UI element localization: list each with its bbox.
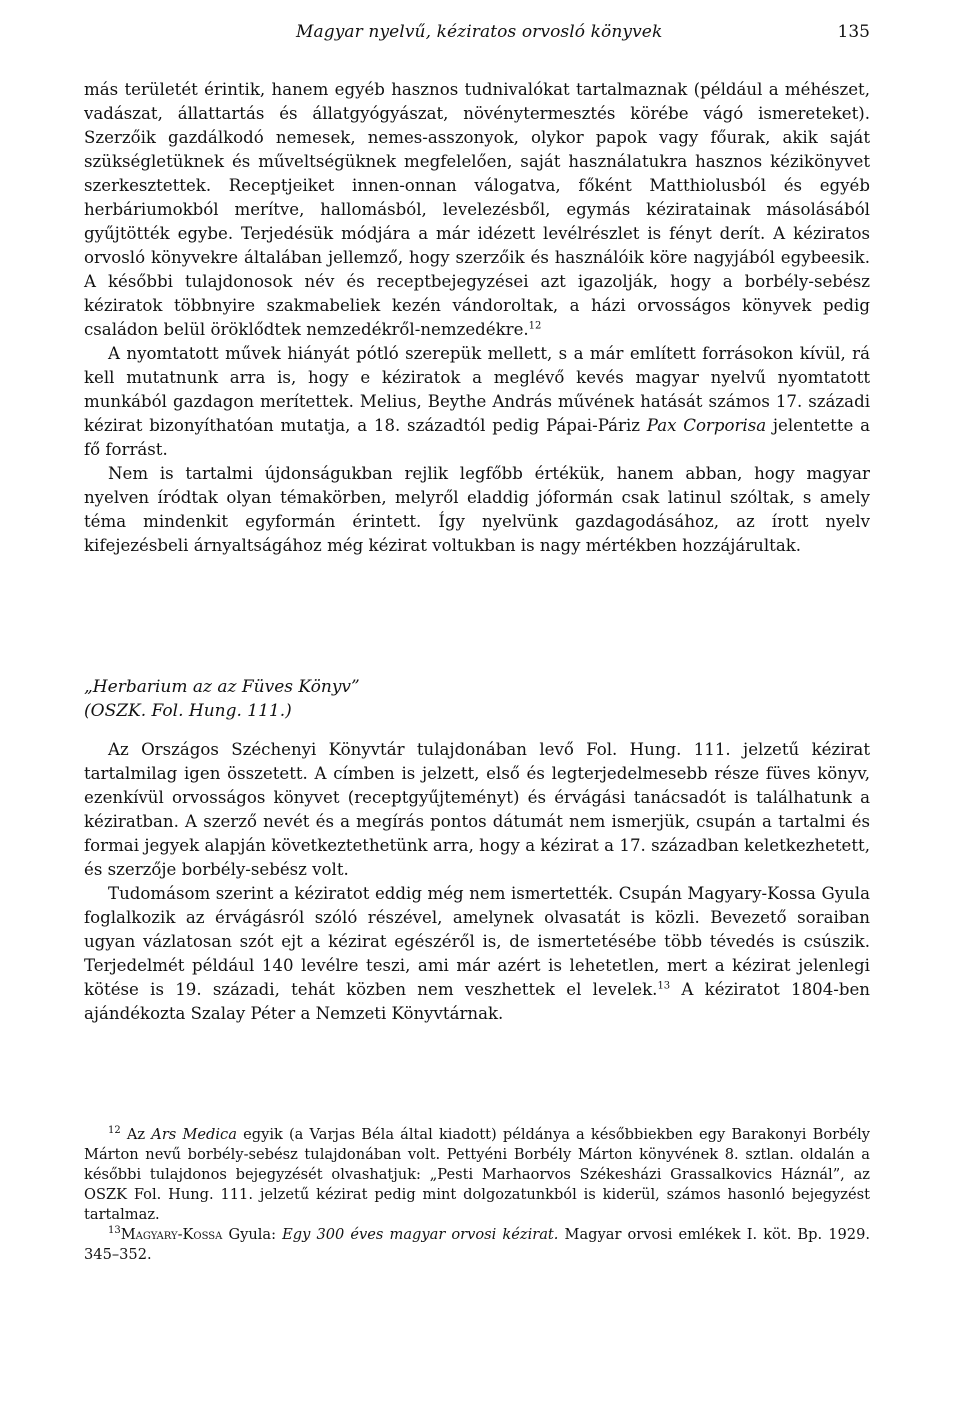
paragraph-1: [84, 78, 870, 342]
page-number: 135: [837, 22, 870, 42]
footnote-13-title: Egy 300 éves magyar orvosi kézirat.: [282, 1226, 559, 1243]
footnote-12-mark: 12: [108, 1125, 121, 1137]
footnote-13-mark: 13: [108, 1225, 121, 1237]
section-paragraph-2-text-b: A kéziratot 1804-ben ajándékozta Szalay Péter a Nemzeti Könyvtárnak.: [84, 980, 870, 1023]
paragraph-3: Nem is tartalmi újdonságukban rejlik legfőbb értékük, hanem abban, hogy magyar nyelven íródtak olyan témakörben, melyről eladdig jóformán csak latinul szóltak, s amely téma mindenkit egyformán érintett. Így nyelvünk gazdagodásához, az írott nyelv kifejezésbeli árnyaltságához még kézirat voltukban is nagy mértékben hozzájárultak.: [84, 464, 870, 555]
footnote-13-author: Magyary-Kossa: [120, 1226, 223, 1243]
footnote-13-text-b: Magyar orvosi emlékek I. köt. Bp. 1929. 345–352.: [84, 1226, 870, 1263]
footnotes: [84, 1125, 870, 1265]
footnote-12-title: Ars Medica: [151, 1126, 237, 1143]
section-paragraph-2-text-a: Tudomásom szerint a kéziratot eddig még nem ismertették. Csupán Magyary-Kossa Gyula foglalkozik az érvágásról szóló részével, amelynek olvasatát is közli. Bevezető soraiban ugyan vázlatosan szót ejt a kézirat egészéről is, de ismertetésébe több tévedés is csúszik. Terjedelmét például 140 levélre teszi, ami már azért is lehetetlen, mert a kézirat jelenlegi kötése is 19. századi, tehát közben nem veszhettek el levelek.: [84, 884, 870, 999]
paragraph-2-text-b: jelentette a fő forrást.: [84, 416, 870, 459]
footnote-13-text-a: Gyula:: [222, 1226, 283, 1243]
paragraph-2-text-a: A nyomtatott művek hiányát pótló szerepük mellett, s a már említett forrásokon kívül, rá kell mutatnunk arra is, hogy e kéziratok a meglévő kevés magyar nyelvű nyomtatott munkából gazdagon merítettek. Melius, Beythe András művének hatását számos 17. századi kézirat bizonyíthatóan mutatja, a 18. századtól pedig Pápai-Páriz: [84, 344, 870, 435]
section-heading: [84, 675, 870, 723]
section-text: [84, 738, 870, 1026]
paragraph-2-title: Pax Corporisa: [646, 416, 767, 435]
footnote-ref-13: 13: [657, 980, 671, 992]
running-title: Magyar nyelvű, kéziratos orvosló könyvek: [296, 22, 663, 42]
section-heading-title: „Herbarium az az Füves Könyv”: [84, 677, 360, 697]
paragraph-2: [84, 342, 870, 462]
footnote-12-text-a: Az: [120, 1126, 152, 1143]
body-text: [84, 78, 870, 558]
paragraph-1-text: más területét érintik, hanem egyéb hasznos tudnivalókat tartalmaznak (például a méhészet, vadászat, állattartás és állatgyógyászat, növénytermesztés körébe vágó ismereteket). Szerzőik gazdálkodó nemesek, nemes-asszonyok, olykor papok vagy főurak, akik saját szükségletüknek és műveltségüknek megfelelően, saját használatukra hasznos kézikönyvet szerkesztettek. Receptjeiket innen-onnan válogatva, főként Matthiolusból és egyéb herbáriumokból merítve, hallomásból, levelezésből, egymás kéziratainak másolásából gyűjtötték egybe. Terjedésük módjára a már idézett levélrészlet is fényt derít. A kéziratos orvosló könyvekre általában jellemző, hogy szerzőik és használóik köre nagyjából egybeesik. A későbbi tulajdonosok név és receptbejegyzései azt igazolják, hogy a borbély-sebész kéziratok többnyire szakmabeliek kezén vándoroltak, a házi orvosságos könyvek pedig családon belül öröklődtek nemzedékről-nemzedékre.: [84, 80, 870, 339]
section-paragraph-1: Az Országos Széchenyi Könyvtár tulajdonában levő Fol. Hung. 111. jelzetű kézirat tartalmilag igen összetett. A címben is jelzett, első és legterjedelmesebb része füves könyv, ezenkívül orvosságos könyvet (receptgyűjteményt) és érvágási tanácsadót is találhatunk a kéziratban. A szerző nevét és a megírás pontos dátumát nem ismerjük, csupán a tartalmi és formai jegyek alapján következtethetünk arra, hogy a kézirat a 17. században keletkezhetett, és szerzője borbély-sebész volt.: [84, 740, 870, 879]
footnote-12-text-b: egyik (a Varjas Béla által kiadott) példánya a későbbiekben egy Barakonyi Borbély Márton nevű borbély-sebész tulajdonában volt. Pettyéni Borbély Márton könyvének 8. sztlan. oldalán a későbbi tulajdonos bejegyzését olvashatjuk: „Pesti Marhaorvos Székesházi Grassalkovics Háznál”, az OSZK Fol. Hung. 111. jelzetű kézirat pedig mint dolgozatunkból is kiderül, számos hasonló bejegyzést tartalmaz.: [84, 1126, 871, 1223]
page-header: [84, 22, 870, 46]
footnote-ref-12: 12: [528, 320, 542, 332]
section-heading-shelfmark: (OSZK. Fol. Hung. 111.): [84, 701, 292, 721]
section-paragraph-2: [84, 882, 870, 1026]
footnote-13: [84, 1225, 870, 1265]
footnote-12: [84, 1125, 870, 1225]
